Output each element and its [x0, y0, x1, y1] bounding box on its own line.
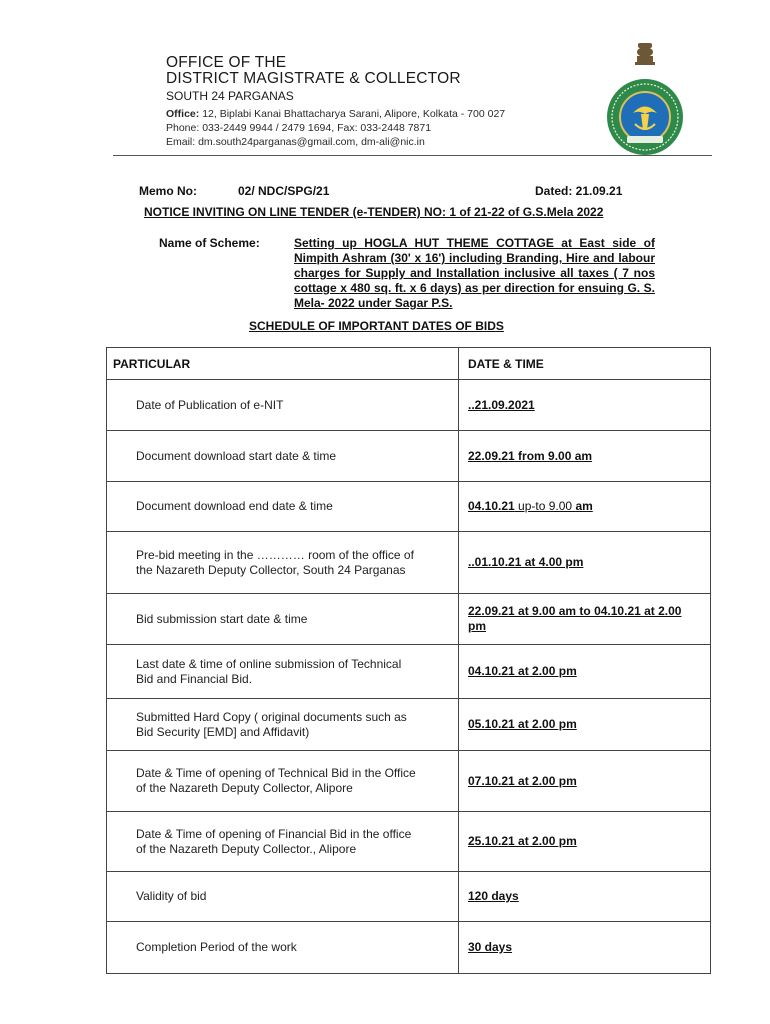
table-row: [107, 645, 711, 699]
office-address: 12, Biplabi Kanai Bhattacharya Sarani, Alipore, Kolkata - 700 027: [202, 108, 506, 120]
column-header-date-time: DATE & TIME: [459, 348, 711, 380]
office-label: Office:: [166, 108, 200, 120]
table-row: [107, 922, 711, 974]
scheme-description: Setting up HOGLA HUT THEME COTTAGE at East side of Nimpith Ashram (30' x 16') including Branding, Hire and labour charges for Supply and Installation inclusive all taxes ( 7 nos cottage x 480 sq. ft. x 6 days) as per direction for ensuing G. S. Mela- 2022 under Sagar P.S.: [294, 236, 655, 310]
date-cell: 25.10.21 at 2.00 pm: [459, 812, 711, 872]
bid-schedule-table: [106, 347, 711, 974]
letterhead: [113, 22, 713, 156]
table-row: [107, 594, 711, 645]
scheme-label: Name of Scheme:: [159, 236, 260, 250]
table-row: [107, 482, 711, 532]
letterhead-district: SOUTH 24 PARGANAS: [166, 89, 294, 103]
date-cell: 22.09.21 from 9.00 am: [459, 431, 711, 482]
table-row: [107, 431, 711, 482]
date-end-part: am: [575, 499, 593, 513]
letterhead-address: [166, 108, 505, 120]
memo-number: 02/ NDC/SPG/21: [238, 184, 330, 198]
date-cell: 120 days: [459, 872, 711, 922]
particular-cell: Document download end date & time: [107, 482, 459, 532]
particular-cell: Submitted Hard Copy ( original documents such as Bid Security [EMD] and Affidavit): [107, 699, 459, 751]
table-row: [107, 812, 711, 872]
date-cell: 07.10.21 at 2.00 pm: [459, 751, 711, 812]
date-cell: 04.10.21 at 2.00 pm: [459, 645, 711, 699]
table-row: [107, 751, 711, 812]
notice-title: NOTICE INVITING ON LINE TENDER (e-TENDER) NO: 1 of 21-22 of G.S.Mela 2022: [144, 205, 604, 219]
particular-cell: Pre-bid meeting in the ………… room of the office of the Nazareth Deputy Collector, South 24 Parganas: [107, 532, 459, 594]
particular-cell: Completion Period of the work: [107, 922, 459, 974]
particular-cell: Validity of bid: [107, 872, 459, 922]
date-cell: 05.10.21 at 2.00 pm: [459, 699, 711, 751]
memo-label: Memo No:: [139, 184, 197, 198]
column-header-particular: PARTICULAR: [107, 348, 459, 380]
government-emblem-icon: [597, 40, 693, 158]
letterhead-department: DISTRICT MAGISTRATE & COLLECTOR: [166, 70, 461, 87]
table-row: [107, 532, 711, 594]
table-row: [107, 380, 711, 431]
letterhead-email: Email: dm.south24parganas@gmail.com, dm-ali@nic.in: [166, 136, 425, 148]
date-cell: 30 days: [459, 922, 711, 974]
date-bold-part: 04.10.21: [468, 499, 515, 513]
letterhead-office-title: OFFICE OF THE: [166, 54, 287, 71]
memo-date: Dated: 21.09.21: [535, 184, 623, 198]
date-cell: [459, 482, 711, 532]
table-header-row: [107, 348, 711, 380]
date-plain-part: up-to 9.00: [514, 499, 576, 513]
particular-cell: Date of Publication of e-NIT: [107, 380, 459, 431]
particular-cell: Date & Time of opening of Technical Bid in the Office of the Nazareth Deputy Collector, Alipore: [107, 751, 459, 812]
date-cell: ..21.09.2021: [459, 380, 711, 431]
schedule-heading: SCHEDULE OF IMPORTANT DATES OF BIDS: [249, 319, 504, 333]
date-cell: ..01.10.21 at 4.00 pm: [459, 532, 711, 594]
particular-cell: Date & Time of opening of Financial Bid in the office of the Nazareth Deputy Collector., Alipore: [107, 812, 459, 872]
particular-cell: Bid submission start date & time: [107, 594, 459, 645]
particular-cell: Last date & time of online submission of Technical Bid and Financial Bid.: [107, 645, 459, 699]
letterhead-phone: Phone: 033-2449 9944 / 2479 1694, Fax: 033-2448 7871: [166, 122, 432, 134]
particular-cell: Document download start date & time: [107, 431, 459, 482]
date-cell: 22.09.21 at 9.00 am to 04.10.21 at 2.00 pm: [459, 594, 711, 645]
table-row: [107, 699, 711, 751]
letterhead-divider: [113, 155, 712, 156]
table-row: [107, 872, 711, 922]
